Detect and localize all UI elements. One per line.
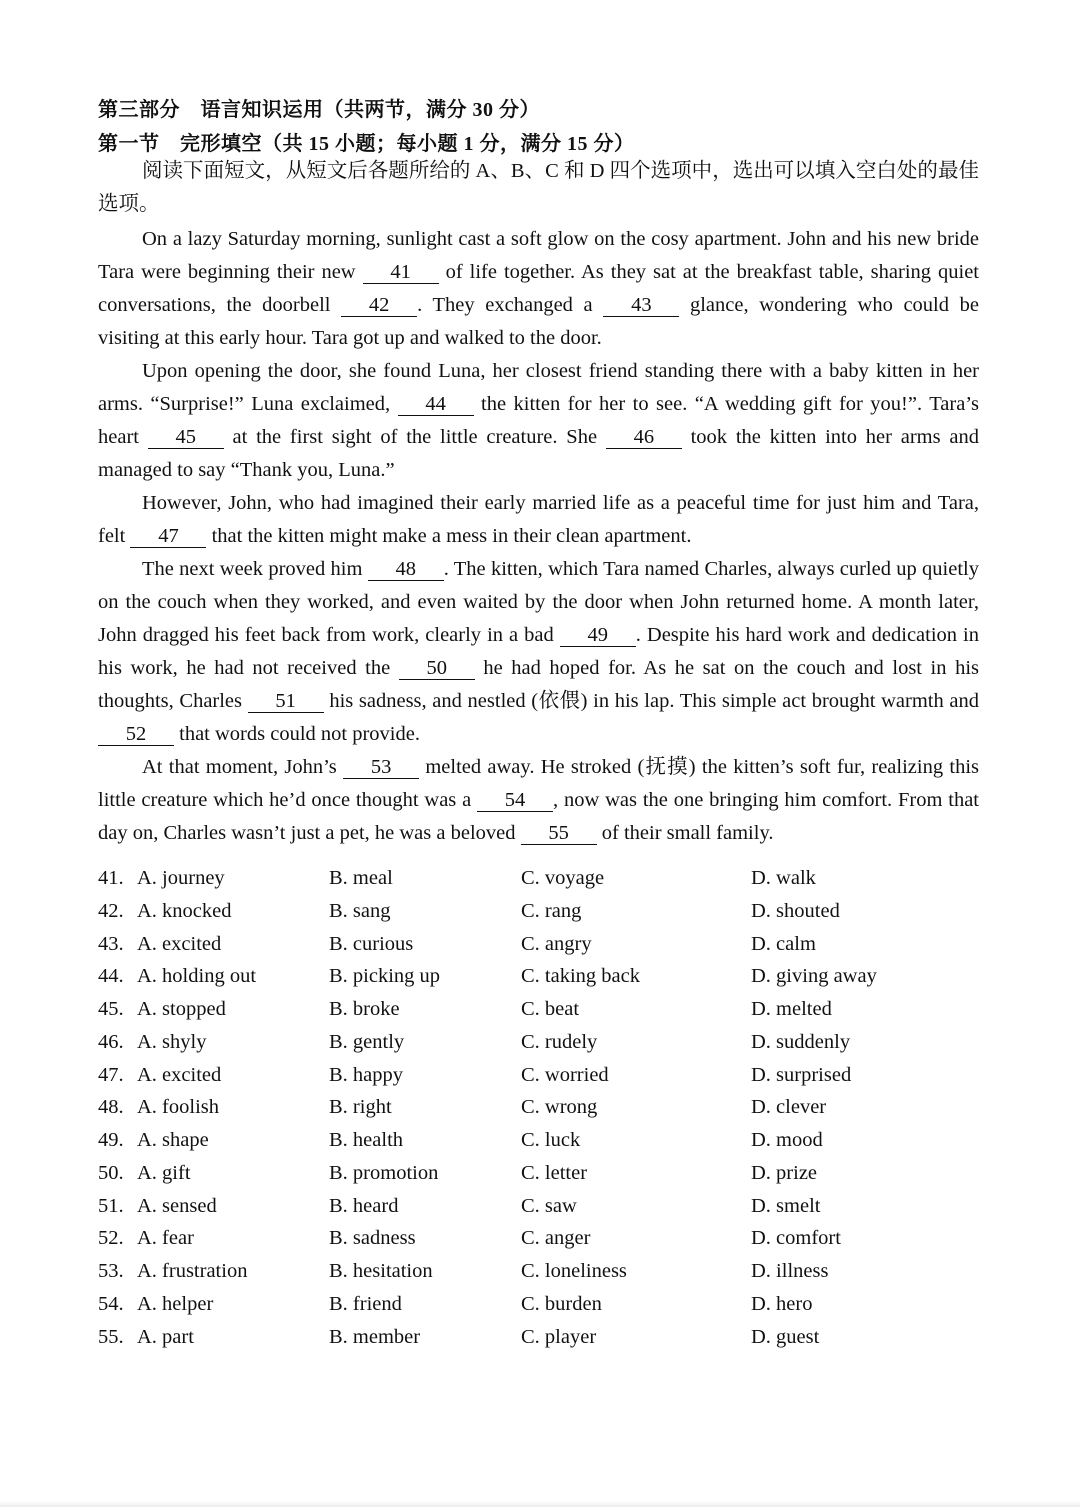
option-c[interactable]: C. angry — [521, 932, 592, 955]
passage-text: Upon opening the door, she found Luna, her closest friend standing there with a baby kitten in her arms. “Surprise!” Luna exclaimed, — [98, 360, 979, 415]
passage-text: . Despite his hard work and dedication in his work, he had not received the — [98, 624, 979, 679]
option-d[interactable]: D. clever — [751, 1096, 827, 1119]
blank-49[interactable]: 49 — [560, 624, 636, 647]
question-number: 55. — [98, 1325, 124, 1348]
option-row — [98, 862, 998, 895]
option-d[interactable]: D. mood — [751, 1129, 823, 1151]
option-row — [98, 928, 998, 961]
option-row — [98, 960, 998, 993]
option-row — [98, 1222, 998, 1255]
passage-text: glance, wondering who could be visiting at this early hour. Tara got up and walked to the door. — [98, 294, 979, 349]
option-a[interactable]: A. fear — [137, 1227, 194, 1250]
option-d[interactable]: D. guest — [751, 1325, 820, 1348]
question-number: 46. — [98, 1030, 124, 1053]
blank-44[interactable]: 44 — [398, 393, 474, 416]
question-number: 48. — [98, 1096, 124, 1119]
option-b[interactable]: B. promotion — [329, 1161, 439, 1184]
option-b[interactable]: B. health — [329, 1129, 404, 1151]
question-number: 54. — [98, 1292, 124, 1315]
blank-41[interactable]: 41 — [363, 261, 439, 284]
option-row — [98, 1124, 998, 1157]
option-d[interactable]: D. walk — [751, 867, 816, 889]
blank-43[interactable]: 43 — [603, 294, 679, 317]
blank-51[interactable]: 51 — [248, 690, 324, 713]
paragraph — [98, 487, 979, 553]
option-b[interactable]: B. sadness — [329, 1227, 416, 1250]
option-row — [98, 993, 998, 1026]
passage-text: On a lazy Saturday morning, sunlight cast a soft glow on the cosy apartment. John and his new bride Tara were beginning their new — [98, 228, 979, 283]
option-d[interactable]: D. smelt — [751, 1194, 821, 1217]
option-row — [98, 1255, 998, 1288]
option-a[interactable]: A. journey — [137, 867, 225, 889]
paragraph — [98, 355, 979, 487]
option-c[interactable]: C. luck — [521, 1129, 581, 1151]
option-b[interactable]: B. broke — [329, 998, 400, 1020]
option-c[interactable]: C. taking back — [521, 965, 640, 988]
option-a[interactable]: A. shyly — [137, 1030, 207, 1053]
option-c[interactable]: C. wrong — [521, 1096, 598, 1119]
section-heading: 第一节 完形填空（共 15 小题；每小题 1 分，满分 15 分） — [98, 133, 635, 155]
option-d[interactable]: D. shouted — [751, 899, 840, 922]
blank-45[interactable]: 45 — [148, 426, 224, 449]
question-number: 42. — [98, 899, 124, 922]
question-number: 50. — [98, 1161, 124, 1184]
instructions-text: 阅读下面短文，从短文后各题所给的 A、B、C 和 D 四个选项中，选出可以填入空白处的最佳选项。 — [98, 160, 979, 215]
option-a[interactable]: A. sensed — [137, 1194, 217, 1217]
option-b[interactable]: B. hesitation — [329, 1260, 433, 1282]
option-b[interactable]: B. sang — [329, 899, 391, 922]
option-c[interactable]: C. rang — [521, 899, 582, 922]
option-c[interactable]: C. loneliness — [521, 1260, 627, 1282]
option-row — [98, 1059, 998, 1092]
option-d[interactable]: D. suddenly — [751, 1030, 851, 1053]
passage-text: the kitten for her to see. “A wedding gift for you!”. Tara’s heart — [98, 393, 979, 448]
question-number: 53. — [98, 1260, 124, 1282]
passage-text: that words could not provide. — [174, 723, 420, 745]
option-a[interactable]: A. gift — [137, 1161, 191, 1184]
option-b[interactable]: B. happy — [329, 1063, 404, 1086]
blank-48[interactable]: 48 — [368, 558, 444, 581]
option-c[interactable]: C. voyage — [521, 867, 605, 889]
option-a[interactable]: A. holding out — [137, 965, 257, 988]
option-d[interactable]: D. prize — [751, 1161, 818, 1184]
option-d[interactable]: D. melted — [751, 998, 832, 1020]
option-a[interactable]: A. knocked — [137, 899, 232, 922]
option-d[interactable]: D. hero — [751, 1292, 813, 1315]
blank-54[interactable]: 54 — [477, 789, 553, 812]
passage-text: melted away. He stroked (抚摸) the kitten’s soft fur, realizing this little creature which he’d once thought was a — [98, 756, 979, 811]
option-b[interactable]: B. curious — [329, 932, 414, 955]
option-d[interactable]: D. surprised — [751, 1063, 852, 1086]
option-d[interactable]: D. illness — [751, 1260, 829, 1282]
question-number: 44. — [98, 965, 124, 988]
option-c[interactable]: C. rudely — [521, 1030, 598, 1053]
option-a[interactable]: A. foolish — [137, 1096, 219, 1119]
option-b[interactable]: B. member — [329, 1325, 421, 1348]
passage-text: . They exchanged a — [417, 294, 604, 316]
paragraph — [98, 223, 979, 355]
paragraph — [98, 553, 979, 751]
passage-text: At that moment, John’s — [142, 756, 344, 778]
option-d[interactable]: D. comfort — [751, 1227, 841, 1250]
passage-text: his sadness, and nestled (依偎) in his lap. This simple act brought warmth and — [323, 690, 979, 712]
blank-46[interactable]: 46 — [606, 426, 682, 449]
blank-50[interactable]: 50 — [399, 657, 475, 680]
passage-text: . The kitten, which Tara named Charles, always curled up quietly on the couch when they worked, and even waited by the door when John returned home. A month later, John dragged his feet back from work, clearly in a bad — [98, 558, 979, 646]
passage-text: of their small family. — [596, 822, 774, 844]
option-row — [98, 895, 998, 928]
option-b[interactable]: B. meal — [329, 867, 393, 889]
option-c[interactable]: C. worried — [521, 1063, 609, 1086]
page-edge — [0, 1501, 1080, 1507]
option-row — [98, 1190, 998, 1223]
question-number: 49. — [98, 1129, 124, 1151]
option-row — [98, 1321, 998, 1354]
paragraph — [98, 751, 979, 850]
passage-text: However, John, who had imagined their early married life as a peaceful time for just him and Tara, felt — [98, 492, 979, 547]
option-b[interactable]: B. gently — [329, 1030, 405, 1053]
option-c[interactable]: C. letter — [521, 1161, 588, 1184]
option-d[interactable]: D. calm — [751, 932, 816, 955]
question-number: 47. — [98, 1063, 124, 1086]
option-a[interactable]: A. frustration — [137, 1260, 248, 1282]
passage-text: he had hoped for. As he sat on the couch and lost in his thoughts, Charles — [98, 657, 979, 712]
option-a[interactable]: A. part — [137, 1325, 194, 1348]
option-d[interactable]: D. giving away — [751, 965, 877, 988]
question-number: 51. — [98, 1194, 124, 1217]
blank-52[interactable]: 52 — [98, 723, 174, 746]
option-c[interactable]: C. anger — [521, 1227, 591, 1250]
option-a[interactable]: A. helper — [137, 1292, 214, 1315]
part-heading: 第三部分 语言知识运用（共两节，满分 30 分） — [98, 99, 540, 121]
passage — [98, 223, 979, 850]
option-a[interactable]: A. excited — [137, 932, 222, 955]
passage-text: that the kitten might make a mess in their clean apartment. — [206, 525, 692, 547]
option-c[interactable]: C. burden — [521, 1292, 602, 1315]
option-b[interactable]: B. right — [329, 1096, 392, 1119]
question-number: 52. — [98, 1227, 124, 1250]
option-row — [98, 1288, 998, 1321]
instructions — [98, 155, 979, 221]
passage-text: took the kitten into her arms and managed to say “Thank you, Luna.” — [98, 426, 979, 481]
option-b[interactable]: B. heard — [329, 1194, 399, 1217]
option-b[interactable]: B. friend — [329, 1292, 402, 1315]
passage-text: , now was the one bringing him comfort. From that day on, Charles wasn’t just a pet, he was a beloved — [98, 789, 979, 844]
passage-text: of life together. As they sat at the breakfast table, sharing quiet conversations, the doorbell — [98, 261, 980, 316]
option-a[interactable]: A. stopped — [137, 998, 226, 1020]
option-a[interactable]: A. excited — [137, 1063, 222, 1086]
question-number: 45. — [98, 998, 124, 1020]
question-number: 43. — [98, 932, 124, 955]
option-b[interactable]: B. picking up — [329, 965, 441, 988]
option-a[interactable]: A. shape — [137, 1129, 209, 1151]
blank-55[interactable]: 55 — [521, 822, 597, 845]
option-row — [98, 1026, 998, 1059]
passage-text: at the first sight of the little creature. She — [223, 426, 606, 448]
blank-42[interactable]: 42 — [341, 294, 417, 317]
options-list — [98, 862, 998, 1353]
blank-53[interactable]: 53 — [343, 756, 419, 779]
blank-47[interactable]: 47 — [130, 525, 206, 548]
option-row — [98, 1157, 998, 1190]
passage-text: The next week proved him — [142, 558, 368, 580]
option-c[interactable]: C. saw — [521, 1194, 577, 1217]
option-c[interactable]: C. beat — [521, 998, 580, 1020]
option-row — [98, 1091, 998, 1124]
question-number: 41. — [98, 867, 124, 889]
option-c[interactable]: C. player — [521, 1325, 597, 1348]
